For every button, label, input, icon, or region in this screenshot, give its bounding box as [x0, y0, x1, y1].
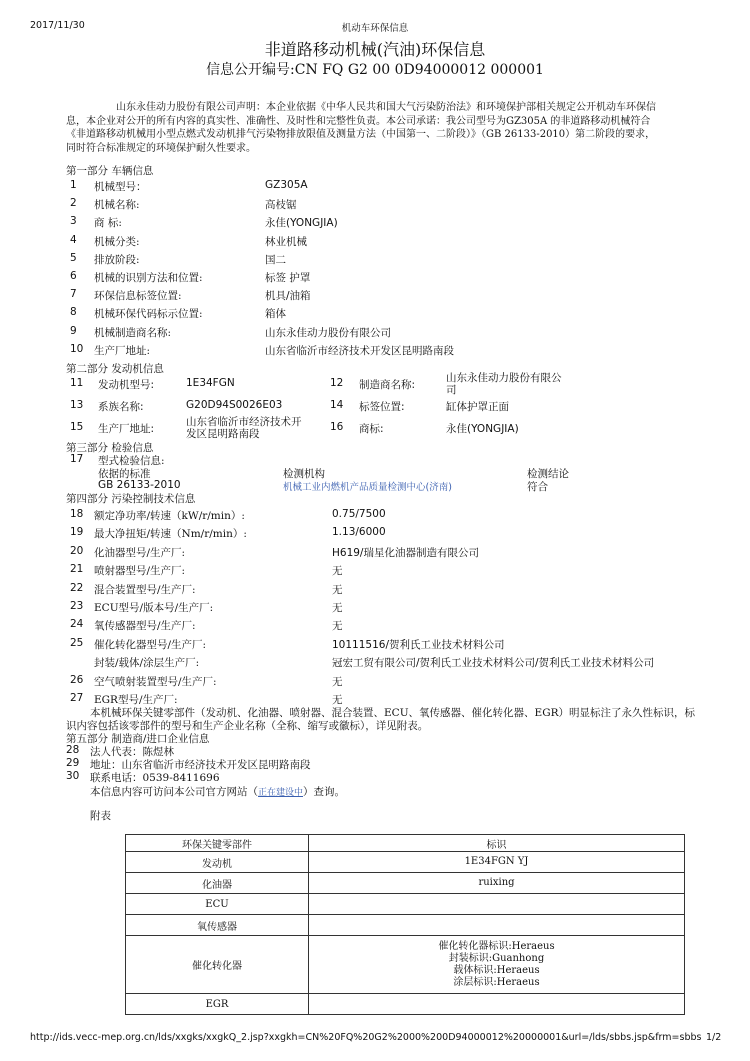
- row-no: 5: [70, 251, 77, 264]
- row-no: 13: [70, 399, 84, 411]
- conclusion-header: 检测结论: [527, 468, 569, 480]
- row-no: 20: [70, 544, 84, 557]
- vehicle-field-value: 国二: [265, 253, 286, 266]
- emission-field-value: H619/瑞星化油器制造有限公司: [332, 546, 479, 559]
- appendix-header-part: 环保关键零部件: [126, 835, 309, 852]
- emission-field-label: 空气喷射装置型号/生产厂:: [94, 675, 217, 688]
- declaration-line: 《非道路移动机械用小型点燃式发动机排气污染物排放限值及测量方法（中国第一、二阶段）》（GB 26133-2010）第二阶段的要求，: [66, 129, 656, 140]
- row-no: 29: [66, 757, 80, 769]
- row-no: 18: [70, 508, 84, 520]
- row-no: 22: [70, 581, 84, 594]
- appendix-mark-line: 催化转化器标识:Heraeus: [438, 940, 555, 952]
- standard-header: 依据的标准: [98, 468, 151, 480]
- vehicle-field-label: 机械制造商名称:: [94, 326, 172, 339]
- emission-field-value: 无: [332, 602, 343, 614]
- agency-value: 机械工业内燃机产品质量检测中心(济南): [283, 482, 452, 493]
- part2-title: 第二部分 发动机信息: [66, 363, 164, 375]
- emission-field-label: 喷射器型号/生产厂:: [94, 565, 186, 578]
- appendix-mark: [309, 852, 685, 873]
- row-no: 14: [330, 399, 344, 411]
- row-no: 4: [70, 233, 77, 246]
- emission-field-value: 0.75/7500: [332, 508, 386, 520]
- vehicle-field-label: 环保信息标签位置:: [94, 290, 182, 303]
- appendix-header-row: [126, 835, 685, 852]
- row-no: 24: [70, 618, 84, 631]
- vehicle-field-value: 山东省临沂市经济技术开发区昆明路南段: [265, 344, 454, 357]
- label-position-label: 标签位置:: [359, 401, 405, 413]
- emission-field-value: 无: [332, 694, 343, 706]
- website-link[interactable]: 正在建设中: [258, 788, 304, 798]
- declaration-line: 息，本企业对公开的所有内容的真实性、准确性、及时性和完整性负责。本公司承诺：我公司型号为GZ305A 的非道路移动机械符合: [66, 115, 651, 127]
- row-no: 2: [70, 197, 77, 210]
- emission-field-value: 无: [332, 675, 343, 688]
- row-no: 25: [70, 636, 84, 649]
- row-no: 28: [66, 744, 80, 756]
- row-no: 3: [70, 215, 77, 228]
- vehicle-field-label: 排放阶段:: [94, 253, 140, 266]
- vehicle-field-value: 标签 护罩: [265, 272, 311, 284]
- appendix-table: [125, 834, 685, 1015]
- conclusion-value: 符合: [527, 481, 548, 493]
- trademark-value: 永佳(YONGJIA): [446, 423, 519, 435]
- emission-field-value: 无: [332, 620, 343, 633]
- emission-field-label: ECU型号/版本号/生产厂:: [94, 602, 214, 614]
- appendix-mark-line: 载体标识:Heraeus: [453, 964, 540, 976]
- manufacturer-label: 制造商名称:: [359, 379, 416, 391]
- vehicle-field-value: 高枝锯: [265, 199, 297, 212]
- family-name-value: G20D94S0026E03: [186, 399, 283, 411]
- emission-field-value: 无: [332, 583, 343, 596]
- row-no: 6: [70, 270, 77, 282]
- appendix-part-name: EGR: [126, 994, 309, 1015]
- vehicle-field-label: 机械名称:: [94, 199, 140, 212]
- page-number: 1/2: [706, 1032, 722, 1043]
- row-no: 19: [70, 526, 84, 539]
- engine-model-label: 发动机型号:: [98, 379, 155, 391]
- vehicle-field-label: 机械分类:: [94, 235, 140, 248]
- label-position-value: 缸体护罩正面: [446, 401, 509, 413]
- emission-field-label: EGR型号/生产厂:: [94, 694, 178, 706]
- appendix-row: [126, 894, 685, 915]
- vehicle-field-label: 商 标:: [94, 217, 122, 230]
- row-no: 9: [70, 324, 77, 337]
- part5-title: 第五部分 制造商/进口企业信息: [66, 733, 210, 745]
- row-no: 17: [70, 453, 84, 465]
- emission-field-label: 催化转化器型号/生产厂:: [94, 638, 207, 651]
- vehicle-field-label: 机械环保代码标示位置:: [94, 308, 203, 321]
- contact-phone: 联系电话：0539-8411696: [90, 772, 220, 784]
- row-no: 21: [70, 563, 84, 576]
- row-no: 1: [70, 179, 77, 191]
- disclosure-number: 信息公开编号:CN FQ G2 00 0D94000012 000001: [206, 62, 544, 78]
- emission-field-value: 10111516/贺利氏工业技术材料公司: [332, 638, 505, 651]
- row-no: 15: [70, 421, 84, 433]
- factory-address-label: 生产厂地址:: [98, 423, 155, 435]
- appendix-row: [126, 936, 685, 994]
- manufacturer-value: 山东永佳动力股份有限公: [446, 372, 562, 384]
- row-no: 10: [70, 342, 84, 355]
- vehicle-field-value: 山东永佳动力股份有限公司: [265, 326, 391, 339]
- engine-model-value: 1E34FGN: [186, 377, 235, 389]
- row-no: 16: [330, 421, 344, 433]
- vehicle-field-value: 箱体: [265, 308, 286, 321]
- row-no: 8: [70, 306, 77, 319]
- part3-title: 第三部分 检验信息: [66, 442, 154, 454]
- declaration-line: 山东永佳动力股份有限公司声明：本企业依据《中华人民共和国大气污染防治法》和环境保护部相关规定公开机动车环保信: [116, 102, 656, 113]
- emission-field-value: 无: [332, 565, 343, 578]
- company-address: 地址：山东省临沂市经济技术开发区昆明路南段: [90, 759, 311, 771]
- emission-field-label: 氧传感器型号/生产厂:: [94, 620, 196, 633]
- part4-title: 第四部分 污染控制技术信息: [66, 493, 196, 505]
- vehicle-field-value: 机具/油箱: [265, 290, 311, 303]
- vehicle-field-value: 永佳(YONGJIA): [265, 217, 338, 230]
- factory-address-value-cont: 发区昆明路南段: [186, 428, 260, 440]
- website-suffix: ）查询。: [303, 786, 346, 798]
- appendix-mark-line: ruixing: [478, 877, 515, 888]
- row-no: 11: [70, 377, 84, 389]
- trademark-label: 商标:: [359, 423, 384, 435]
- appendix-part-name: 发动机: [126, 852, 309, 873]
- agency-header: 检测机构: [283, 468, 325, 480]
- appendix-part-name: 氧传感器: [126, 915, 309, 936]
- manufacturer-value-cont: 司: [446, 384, 457, 396]
- row-no: 30: [66, 770, 80, 782]
- appendix-body: [126, 852, 685, 1015]
- website-note: [90, 784, 345, 799]
- row-no: 27: [70, 692, 84, 704]
- emission-field-label: 化油器型号/生产厂:: [94, 546, 186, 559]
- appendix-mark: [309, 936, 685, 994]
- appendix-mark: [309, 994, 685, 1015]
- row-no: 23: [70, 600, 84, 612]
- appendix-mark-line: 涂层标识:Heraeus: [453, 976, 540, 988]
- marking-note: 本机械环保关键零部件（发动机、化油器、喷射器、混合装置、ECU、氧传感器、催化转化器、EGR）明显标注了永久性标识，标: [90, 707, 696, 719]
- row-no: 7: [70, 288, 77, 301]
- marking-note-cont: 识内容包括该零部件的型号和生产企业名称（全称、缩写或徽标），详见附表。: [66, 720, 429, 732]
- emission-field-value: 1.13/6000: [332, 526, 386, 539]
- appendix-mark: [309, 915, 685, 936]
- appendix-part-name: 化油器: [126, 873, 309, 894]
- appendix-row: [126, 873, 685, 894]
- appendix-mark: [309, 894, 685, 915]
- emission-field-value: 冠宏工贸有限公司/贺利氏工业技术材料公司/贺利氏工业技术材料公司: [332, 657, 655, 670]
- legal-representative: 法人代表：陈煜林: [90, 746, 174, 758]
- factory-address-value: 山东省临沂市经济技术开: [186, 416, 302, 428]
- print-date: 2017/11/30: [30, 20, 85, 31]
- row-no: 26: [70, 673, 84, 686]
- emission-field-label: 封装/载体/涂层生产厂:: [94, 657, 200, 670]
- emission-field-label: 混合装置型号/生产厂:: [94, 583, 196, 596]
- type-test-label: 型式检验信息:: [98, 455, 165, 467]
- row-no: 12: [330, 377, 344, 389]
- standard-value: GB 26133-2010: [98, 479, 181, 491]
- document-title: 非道路移动机械(汽油)环保信息: [264, 40, 486, 59]
- appendix-mark-line: 封装标识:Guanhong: [448, 952, 545, 964]
- vehicle-field-value: GZ305A: [265, 179, 308, 191]
- declaration-line: 同时符合标准规定的环境保护耐久性要求。: [66, 142, 256, 154]
- appendix-row: [126, 915, 685, 936]
- emission-field-label: 最大净扭矩/转速（Nm/r/min）:: [94, 528, 247, 541]
- vehicle-field-label: 生产厂地址:: [94, 344, 151, 357]
- appendix-row: [126, 852, 685, 873]
- declaration: [66, 101, 690, 155]
- appendix-row: [126, 994, 685, 1015]
- emission-field-label: 额定净功率/转速（kW/r/min）:: [94, 510, 245, 522]
- part1-title: 第一部分 车辆信息: [66, 165, 154, 177]
- website-prefix: 本信息内容可访问本公司官方网站（: [90, 786, 258, 798]
- appendix-mark-line: 1E34FGN YJ: [464, 856, 529, 867]
- appendix-mark: [309, 873, 685, 894]
- vehicle-field-value: 林业机械: [265, 235, 307, 248]
- appendix-part-name: 催化转化器: [126, 936, 309, 994]
- vehicle-field-label: 机械型号：: [94, 181, 147, 193]
- print-header-title: 机动车环保信息: [341, 23, 409, 34]
- appendix-header-mark: 标识: [309, 835, 685, 852]
- vehicle-field-label: 机械的识别方法和位置:: [94, 272, 203, 284]
- footer-url: http://ids.vecc-mep.org.cn/lds/xxgks/xxgkQ_2.jsp?xxgkh=CN%20FQ%20G2%2000%200D94000012%20000001&url=/lds/sbbs.jsp&frm=sbbs: [30, 1032, 702, 1043]
- appendix-title: 附表: [90, 810, 111, 822]
- appendix-part-name: ECU: [126, 894, 309, 915]
- family-name-label: 系族名称:: [98, 401, 144, 413]
